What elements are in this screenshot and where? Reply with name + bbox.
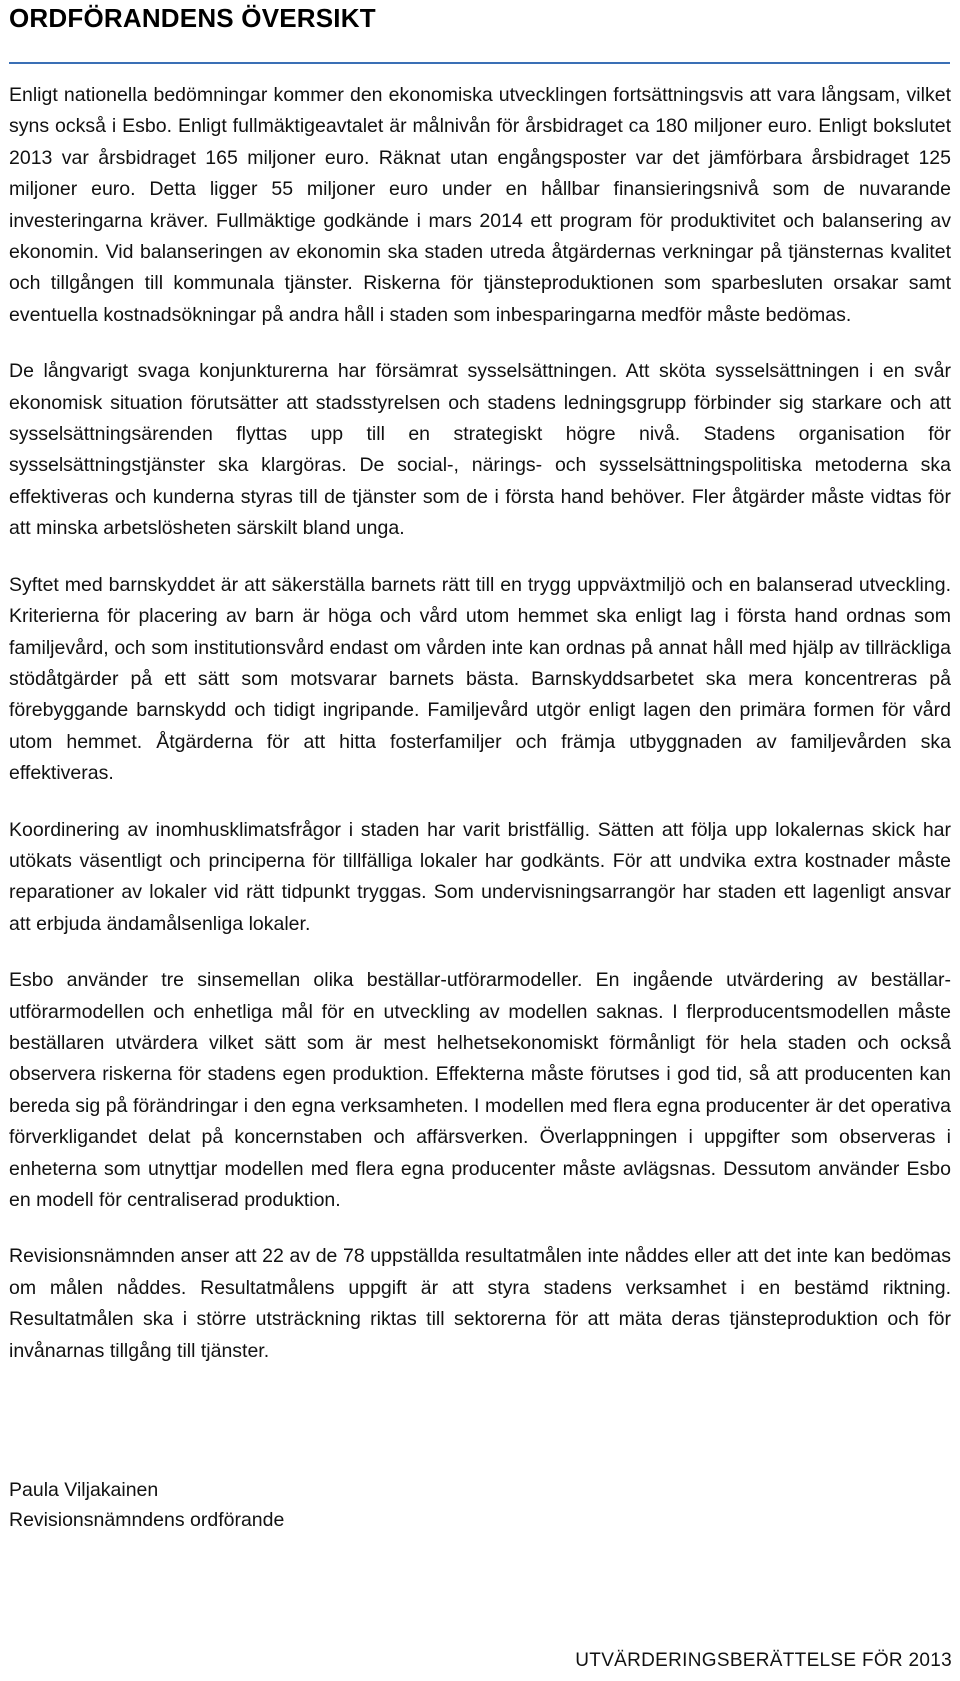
page-footer: UTVÄRDERINGSBERÄTTELSE FÖR 2013 xyxy=(575,1650,952,1671)
page-title: ORDFÖRANDENS ÖVERSIKT xyxy=(9,3,376,33)
signature-role: Revisionsnämndens ordförande xyxy=(9,1509,285,1531)
document-body xyxy=(9,80,951,1392)
title-divider xyxy=(9,62,950,64)
signature-name: Paula Viljakainen xyxy=(9,1479,159,1501)
signature-block xyxy=(9,1475,284,1535)
paragraph-economy: Enligt nationella bedömningar kommer den ekonomiska utvecklingen fortsättningsvis att vara långsam, vilket syns också i Esbo. Enligt fullmäktigeavtalet är målnivån för årsbidraget ca 180 miljoner euro. Enligt bokslutet 2013 var årsbidraget 165 miljoner euro. Räknat utan engångsposter var det jämförbara årsbidraget 125 miljoner euro. Detta ligger 55 miljoner euro under en hållbar finansieringsnivå som de nuvarande investeringarna kräver. Fullmäktige godkände i mars 2014 ett program för produktivitet och balansering av ekonomin. Vid balanseringen av ekonomin ska staden utreda åtgärdernas verkningar på tjänsternas kvalitet och tillgången till kommunala tjänster. Riskerna för tjänsteproduktionen som sparbesluten orsakar samt eventuella kostnadsökningar på andra håll i staden som inbesparingarna medför måste bedömas. xyxy=(9,84,951,326)
paragraph-purchaser-provider: Esbo använder tre sinsemellan olika beställar-utförarmodeller. En ingående utvärdering av beställar-utförarmodellen och enhetliga mål för en utveckling av modellen saknas. I flerproducentsmodellen måste beställaren utvärdera vilket sätt som är mest helhetsekonomiskt förmånligt för hela staden och också observera riskerna för stadens egen produktion. Effekterna måste förutses i god tid, så att producenten kan bereda sig på förändringar i den egna verksamheten. I modellen med flera egna producenter är det operativa förverkligandet delat på koncernstaben och affärsverken. Överlappningen i uppgifter som observeras i enheterna som utnyttjar modellen med flera egna producenter måste avlägsnas. Dessutom använder Esbo en modell för centraliserad produktion. xyxy=(9,969,951,1211)
paragraph-indoor-climate: Koordinering av inomhusklimatsfrågor i staden har varit bristfällig. Sätten att följa upp lokalernas skick har utökats väsentligt och principerna för tillfälliga lokaler har godkänts. För att undvika extra kostnader måste reparationer av lokaler vid rätt tidpunkt tryggas. Som undervisningsarrangör har staden ett lagenligt ansvar att erbjuda ändamålsenliga lokaler. xyxy=(9,818,951,935)
paragraph-result-targets: Revisionsnämnden anser att 22 av de 78 uppställda resultatmålen inte nåddes eller att det inte kan bedömas om målen nåddes. Resultatmålens uppgift är att styra stadens verksamhet i en bestämd riktning. Resultatmålen ska i större utsträckning riktas till sektorerna för att mäta deras tjänsteproduktion och för invånarnas tillgång till tjänster. xyxy=(9,1245,951,1362)
paragraph-employment: De långvarigt svaga konjunkturerna har försämrat sysselsättningen. Att sköta sysselsättningen i en svår ekonomisk situation förutsätter att stadsstyrelsen och stadens ledningsgrupp förbinder sig starkare och att sysselsättningsärenden flyttas upp till en strategiskt högre nivå. Stadens organisation för sysselsättningstjänster ska klargöras. De social-, närings- och sysselsättningspolitiska metoderna ska effektiveras och kunderna styras till de tjänster som de i första hand behöver. Fler åtgärder måste vidtas för att minska arbetslösheten särskilt bland unga. xyxy=(9,360,951,540)
paragraph-child-welfare: Syftet med barnskyddet är att säkerställa barnets rätt till en trygg uppväxtmiljö och en balanserad utveckling. Kriterierna för placering av barn är höga och vård utom hemmet ska enligt lag i första hand ordnas som familjevård, och som institutionsvård endast om vården inte kan ordnas på annat håll med hjälp av tillräckliga stödåtgärder på ett sätt som motsvarar barnets bästa. Barnskyddsarbetet ska mera koncentreras på förebyggande barnskydd och tidigt ingripande. Familjevård utgör enligt lagen den primära formen för vård utom hemmet. Åtgärderna för att hitta fosterfamiljer och främja utbyggnaden av familjevården ska effektiveras. xyxy=(9,573,951,785)
